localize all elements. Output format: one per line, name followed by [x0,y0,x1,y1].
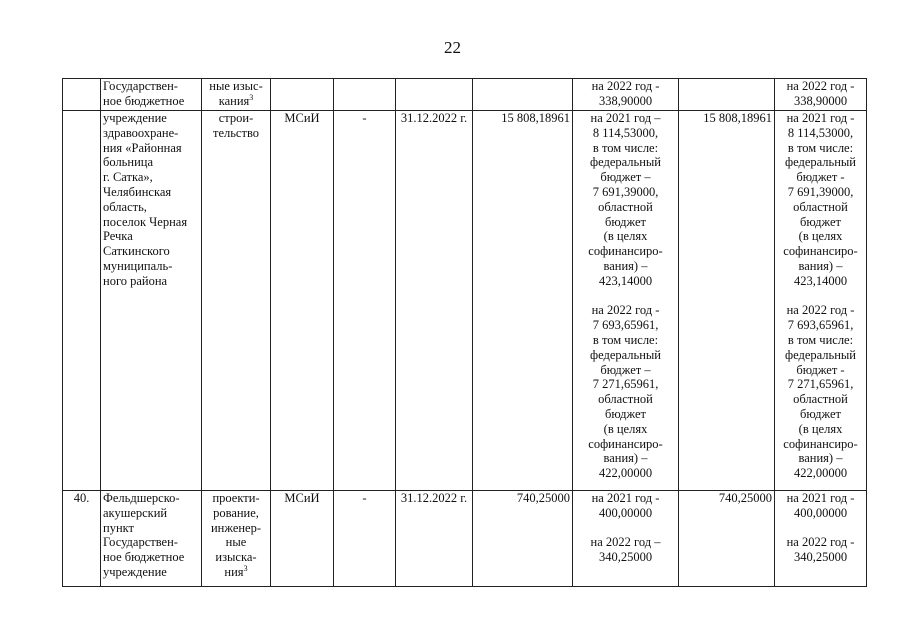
financing-breakdown: на 2022 год - 338,90000 [573,79,679,111]
table-row [63,111,867,491]
financing-breakdown: на 2021 год – 8 114,53000, в том числе: федеральный бюджет – 7 691,39000, областной бюджет (в целях софинансиро- вания) – 423,14000 на 2022 год - 7 693,65961, в том числе: федеральный бюджет – 7 271,65961, областной бюджет (в целях софинансиро- вания) – 422,00000 [573,111,679,491]
estimated-cost-2: 15 808,18961 [679,111,775,491]
work-type-text: ные изыс- кания [209,79,263,108]
estimated-cost-2 [679,79,775,111]
row-number: 40. [63,491,101,587]
financing-breakdown-2: на 2022 год - 338,90000 [775,79,867,111]
work-type-text: строи- тельство [212,111,260,140]
row-number [63,79,101,111]
department: МСиИ [271,491,334,587]
financing-breakdown-2: на 2021 год - 8 114,53000, в том числе: федеральный бюджет - 7 691,39000, областной бюджет (в целях софинансиро- вания) – 423,14000 на 2022 год - 7 693,65961, в том числе: федеральный бюджет - 7 271,65961, областной бюджет (в целях софинансиро- вания) – 422,00000 [775,111,867,491]
department [271,79,334,111]
completion-date: 31.12.2022 г. [396,111,473,491]
estimated-cost-2: 740,25000 [679,491,775,587]
completion-date [396,79,473,111]
estimated-cost: 15 808,18961 [473,111,573,491]
object-name: учреждение здравоохране- ния «Районная больница г. Сатка», Челябинская область, поселок Черная Речка Саткинского муниципаль- ного района [101,111,202,491]
construction-objects-table [62,78,867,587]
object-name: Государствен- ное бюджетное [101,79,202,111]
footnote-mark: 3 [249,92,254,102]
object-name: Фельдшерско- акушерский пункт Государствен- ное бюджетное учреждение [101,491,202,587]
estimated-cost: 740,25000 [473,491,573,587]
row-number [63,111,101,491]
dash-cell [334,79,396,111]
financing-breakdown: на 2021 год - 400,00000 на 2022 год – 340,25000 [573,491,679,587]
table-row [63,79,867,111]
table-row [63,491,867,587]
estimated-cost [473,79,573,111]
dash-cell: - [334,111,396,491]
work-type [202,491,271,587]
completion-date: 31.12.2022 г. [396,491,473,587]
footnote-mark: 3 [243,563,248,573]
work-type-text: проекти- рование, инженер- ные изыска- ния [210,491,262,579]
work-type [202,79,271,111]
dash-cell: - [334,491,396,587]
financing-breakdown-2: на 2021 год - 400,00000 на 2022 год - 340,25000 [775,491,867,587]
work-type [202,111,271,491]
department: МСиИ [271,111,334,491]
page-number: 22 [444,38,461,57]
